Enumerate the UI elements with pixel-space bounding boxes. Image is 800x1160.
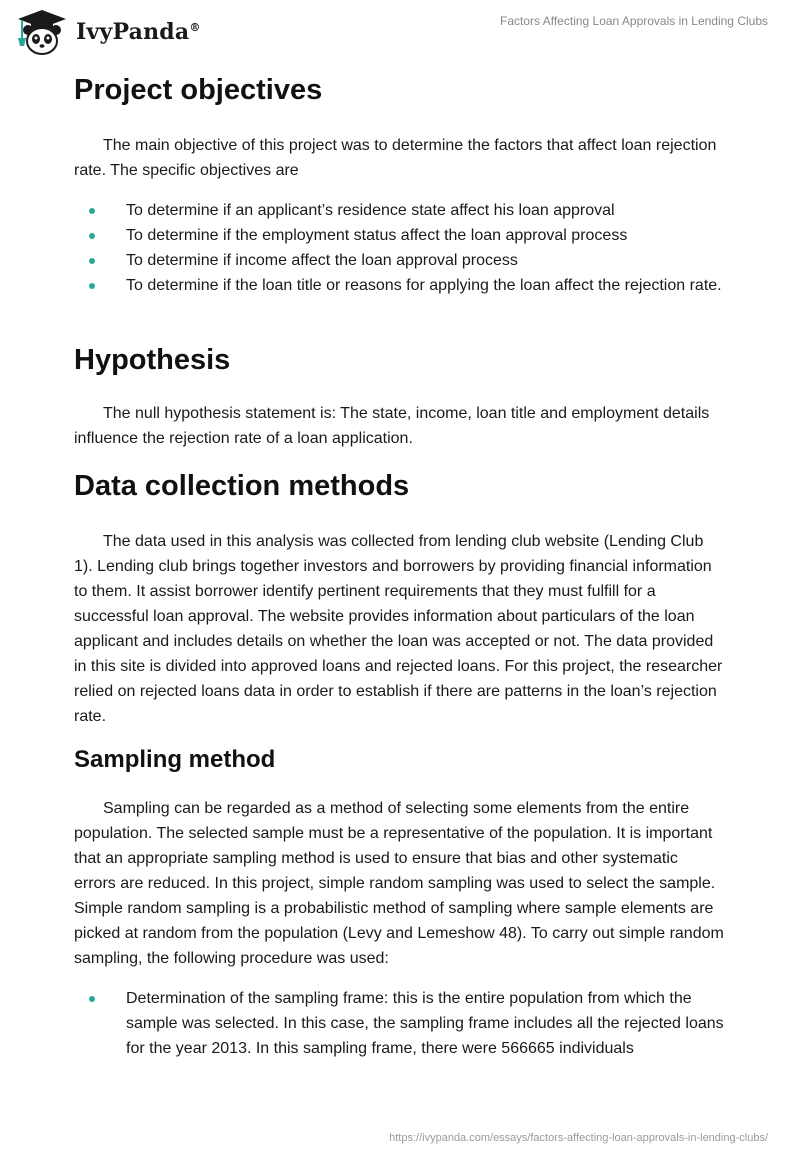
bullet-icon (89, 258, 95, 264)
bullet-icon (89, 283, 95, 289)
heading-sampling-method: Sampling method (74, 746, 276, 773)
bullet-icon (89, 233, 95, 239)
list-item: To determine if income affect the loan approval process (74, 248, 724, 273)
page-header (0, 0, 800, 60)
source-url-link[interactable]: https://ivypanda.com/essays/factors-affecting-loan-approvals-in-lending-clubs/ (389, 1132, 768, 1144)
document-title: Factors Affecting Loan Approvals in Lending Clubs (500, 14, 768, 28)
data-collection-text: The data used in this analysis was collected from lending club website (Lending Club 1). Lending club brings together investors and borrowers by providing financial information to them. It assist borrower identify pertinent requirements that they must fulfill for a successful loan approval. The website provides information about particulars of the loan applicant and includes details on whether the loan was accepted or not. The data provided in this site is divided into approved loans and rejected loans. For this project, the researcher relied on rejected loans data in order to establish if there are patterns in the loan’s rejection rate. (74, 533, 723, 725)
list-item: To determine if an applicant’s residence state affect his loan approval (74, 198, 724, 223)
heading-project-objectives: Project objectives (74, 74, 323, 106)
objectives-intro: The main objective of this project was to determine the factors that affect loan rejection rate. The specific objectives are (74, 137, 717, 179)
bullet-icon (89, 208, 95, 214)
list-item: To determine if the employment status affect the loan approval process (74, 223, 724, 248)
objectives-list (74, 198, 724, 298)
brand-name: IvyPanda® (76, 19, 201, 45)
list-item: To determine if the loan title or reasons for applying the loan affect the rejection rate. (74, 273, 724, 298)
hypothesis-text: The null hypothesis statement is: The state, income, loan title and employment details influence the rejection rate of a loan application. (74, 405, 710, 447)
list-item: Determination of the sampling frame: this is the entire population from which the sample was selected. In this case, the sampling frame includes all the rejected loans for the year 2013. In this sampling frame, there were 566665 individuals (74, 986, 724, 1061)
panda-graduate-icon (14, 8, 70, 56)
sampling-list (74, 986, 724, 1061)
heading-data-collection: Data collection methods (74, 470, 410, 502)
brand-logo[interactable] (14, 8, 201, 56)
bullet-icon (89, 996, 95, 1002)
sampling-text: Sampling can be regarded as a method of selecting some elements from the entire population. The selected sample must be a representative of the population. It is important that an appropriate sampling method is used to ensure that bias and other systematic errors are reduced. In this project, simple random sampling was used to select the sample. Simple random sampling is a probabilistic method of sampling where sample elements are picked at random from the population (Levy and Lemeshow 48). To carry out simple random sampling, the following procedure was used: (74, 800, 724, 967)
heading-hypothesis: Hypothesis (74, 344, 231, 376)
